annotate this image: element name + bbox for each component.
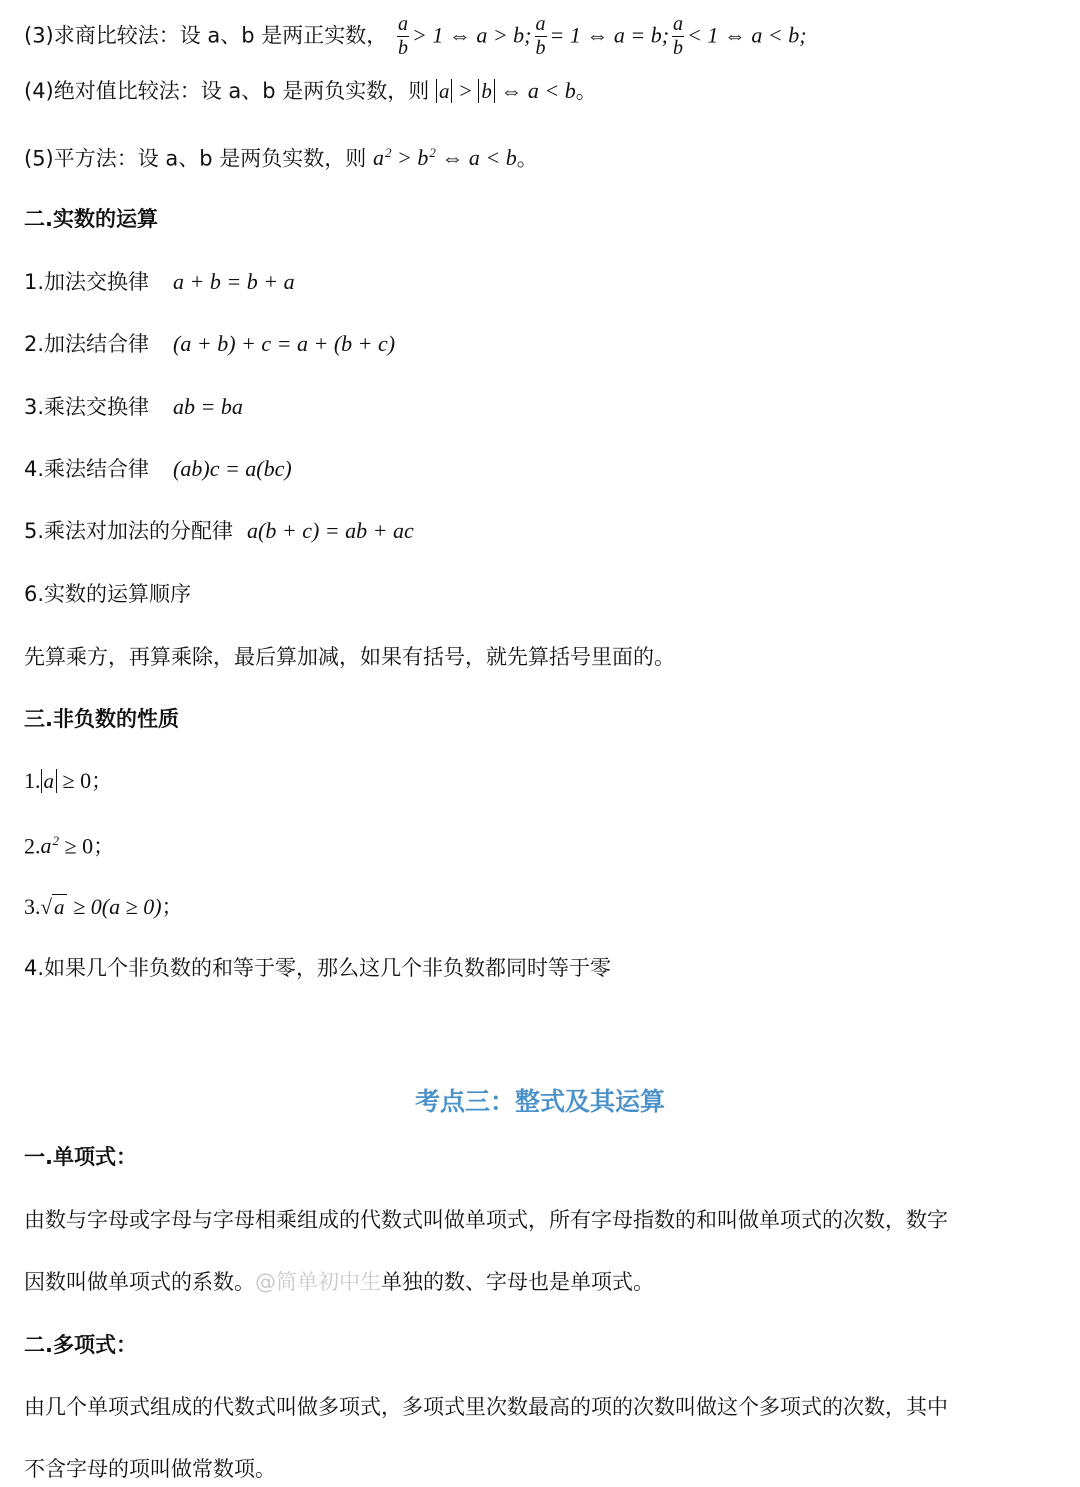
abs-suffix: 。: [575, 79, 597, 103]
nonnegative-item: [24, 770, 112, 792]
square-suffix: 。: [516, 146, 538, 171]
law-row: [24, 458, 292, 480]
sqrt-a: √a: [40, 895, 65, 919]
item-number: 3.: [24, 894, 41, 919]
nonnegative-item: 4.如果几个非负数的和等于零，那么这几个非负数都同时等于零: [24, 956, 612, 980]
nonnegative-formula: ≥ 0: [57, 768, 92, 793]
quotient-formula-part3: < 1 ⇔ a < b;: [687, 22, 807, 48]
law-formula: (a + b) + c = a + (b + c): [173, 331, 396, 356]
square-method-label: (5)平方法：设 a、b 是两负实数，则: [24, 146, 367, 171]
law-formula: a + b = b + a: [173, 269, 295, 294]
fraction-a-over-b: $\frac{a}{b}$: [535, 13, 546, 59]
item-number: 1.: [24, 768, 41, 793]
monomial-text-cont: [24, 1272, 654, 1293]
quotient-comparison-label: (3)求商比较法：设 a、b 是两正实数，: [24, 23, 388, 48]
polynomial-text-cont: 不含字母的项叫做常数项。: [24, 1457, 276, 1481]
law-row: [24, 520, 414, 542]
absolute-comparison-label: (4)绝对值比较法：设 a、b 是两负实数，则: [24, 79, 430, 103]
section-heading-nonnegative: 三.非负数的性质: [24, 707, 179, 731]
polynomial-heading: 二.多项式：: [24, 1333, 137, 1357]
abs-formula-tail: ⇔ a < b: [494, 78, 576, 103]
square-formula: $a^2 > b^2$ ⇔ a < b: [372, 145, 517, 171]
law-formula: (ab)c = a(bc): [173, 456, 292, 481]
semicolon: ；: [91, 769, 113, 793]
monomial-text-part: 因数叫做单项式的系数。: [24, 1270, 255, 1294]
semicolon: ；: [161, 895, 183, 919]
law-label: 4.乘法结合律: [24, 457, 150, 481]
absolute-comparison-line: [24, 80, 597, 102]
monomial-heading: 一.单项式：: [24, 1145, 137, 1169]
ge-zero: ≥ 0: [64, 833, 94, 859]
law-formula: ab = ba: [173, 394, 243, 419]
law-row: [24, 396, 243, 418]
monomial-text-part: 单独的数、字母也是单项式。: [381, 1270, 654, 1294]
monomial-text: 由数与字母或字母与字母相乘组成的代数式叫做单项式，所有字母指数的和叫做单项式的次数，数字: [24, 1208, 948, 1232]
abs-greater-sign: >: [452, 78, 479, 103]
section-heading-operations: 二.实数的运算: [24, 207, 158, 231]
operation-order-text: 先算乘方，再算乘除，最后算加减，如果有括号，就先算括号里面的。: [24, 645, 675, 669]
nonnegative-item: [24, 834, 114, 857]
abs-b: b: [478, 79, 495, 103]
semicolon: ；: [93, 834, 115, 859]
fraction-a-over-b: $\frac{a}{b}$: [397, 13, 408, 59]
nonnegative-formula: ≥ 0(a ≥ 0): [73, 894, 162, 919]
watermark: @简单初中生: [255, 1270, 381, 1294]
quotient-comparison-line: [24, 14, 807, 59]
quotient-formula-part1: > 1 ⇔ a > b;: [411, 22, 532, 48]
abs-a: a: [436, 79, 453, 103]
quotient-formula-part2: = 1 ⇔ a = b;: [549, 22, 670, 48]
law-label: 5.乘法对加法的分配律: [24, 519, 234, 543]
item-number: 2.: [24, 833, 41, 859]
law-label: 3.乘法交换律: [24, 395, 150, 419]
nonnegative-item: [24, 896, 183, 918]
law-formula: a(b + c) = ab + ac: [247, 518, 414, 543]
polynomial-text: 由几个单项式组成的代数式叫做多项式，多项式里次数最高的项的次数叫做这个多项式的次数，其中: [24, 1395, 948, 1419]
section-title: 考点三：整式及其运算: [414, 1087, 665, 1116]
square-method-line: [24, 146, 538, 169]
law-label: 1.加法交换律: [24, 270, 150, 294]
operation-order-label: 6.实数的运算顺序: [24, 582, 192, 606]
law-row: [24, 271, 295, 293]
fraction-a-over-b: $\frac{a}{b}$: [673, 13, 684, 59]
law-row: [24, 333, 395, 355]
nonnegative-formula: $a^2$: [40, 833, 59, 859]
abs-a: a: [41, 769, 58, 793]
law-label: 2.加法结合律: [24, 332, 150, 356]
